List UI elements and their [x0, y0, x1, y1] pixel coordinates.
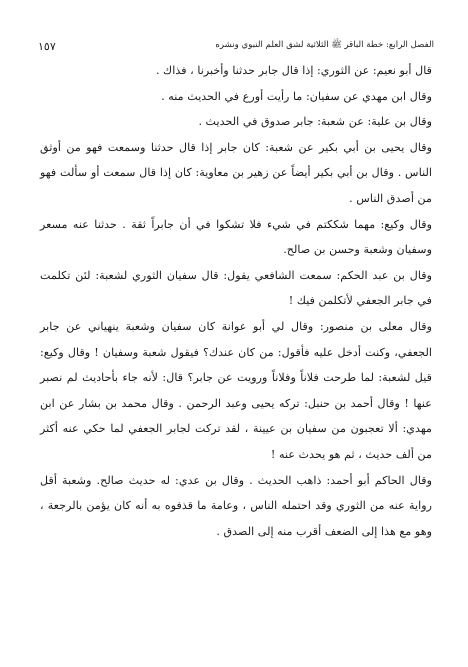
running-title: الفصل الرابع: خطة الباقر ﷺ الثلاثية لشق العلم النبوي ونشره: [215, 40, 434, 50]
paragraph: وقال معلى بن منصور: وقال لي أبو عوانة كان سفيان وشعبة ينهياني عن جابر الجعفي، وكنت أدخل عليه فأقول: من كان عندك؟ فيقول شعبة وسفيان ! وقال وكيع: قيل لشعبة: لما طرحت فلاناً وفلاناً ورويت عن جابر؟ قال: لأنه جاء بأحاديث لم نصبر عنها ! وقال أحمد بن حنبل: تركه يحيى وعبد الرحمن . وقال محمد بن بشار عن ابن مهدي: ألا تعجبون من سفيان بن عيينة ، لقد تركت لجابر الجعفي لما حكي عنه أكثر من ألف حديث ، ثم هو يحدث عنه !: [40, 319, 432, 461]
paragraph: وقال يحيى بن أبي بكير عن شعبة: كان جابر إذا قال حدثنا وسمعت فهو من أوثق الناس . وقال بن أبي بكير أيضاً عن زهير بن معاوية: كان إذا قال سمعت أو سألت فهو من أصدق الناس .: [40, 140, 432, 205]
paragraph: وقال بن عبد الحكم: سمعت الشافعي يقول: قال سفيان الثوري لشعبة: لئن تكلمت في جابر الجعفي لأتكلمن فيك !: [40, 268, 432, 308]
body-text: [40, 58, 432, 544]
paragraph: وقال ابن مهدي عن سفيان: ما رأيت أورع في الحديث منه .: [161, 89, 432, 103]
paragraph: وقال الحاكم أبو أحمد: ذاهب الحديث . وقال بن عدي: له حديث صالح. وشعبة أقل رواية عنه من الثوري وقد احتمله الناس ، وعامة ما قذفوه به أنه كان يؤمن بالرجعة ، وهو مع هذا إلى الضعف أقرب منه إلى الصدق .: [40, 473, 432, 538]
page-number: ١٥٧: [38, 39, 56, 53]
paragraph: قال أبو نعيم: عن الثوري: إذا قال جابر حدثنا وأخبرنا ، فذاك .: [155, 64, 432, 77]
running-head: [38, 36, 434, 56]
paragraph: وقال بن علية: عن شعبة: جابر صدوق في الحديث .: [198, 115, 432, 129]
paragraph: وقال وكيع: مهما شككتم في شيء فلا تشكوا في أن جابراً ثقة . حدثنا عنه مسعر وسفيان وشعبة وحسن بن صالح.: [40, 217, 432, 257]
